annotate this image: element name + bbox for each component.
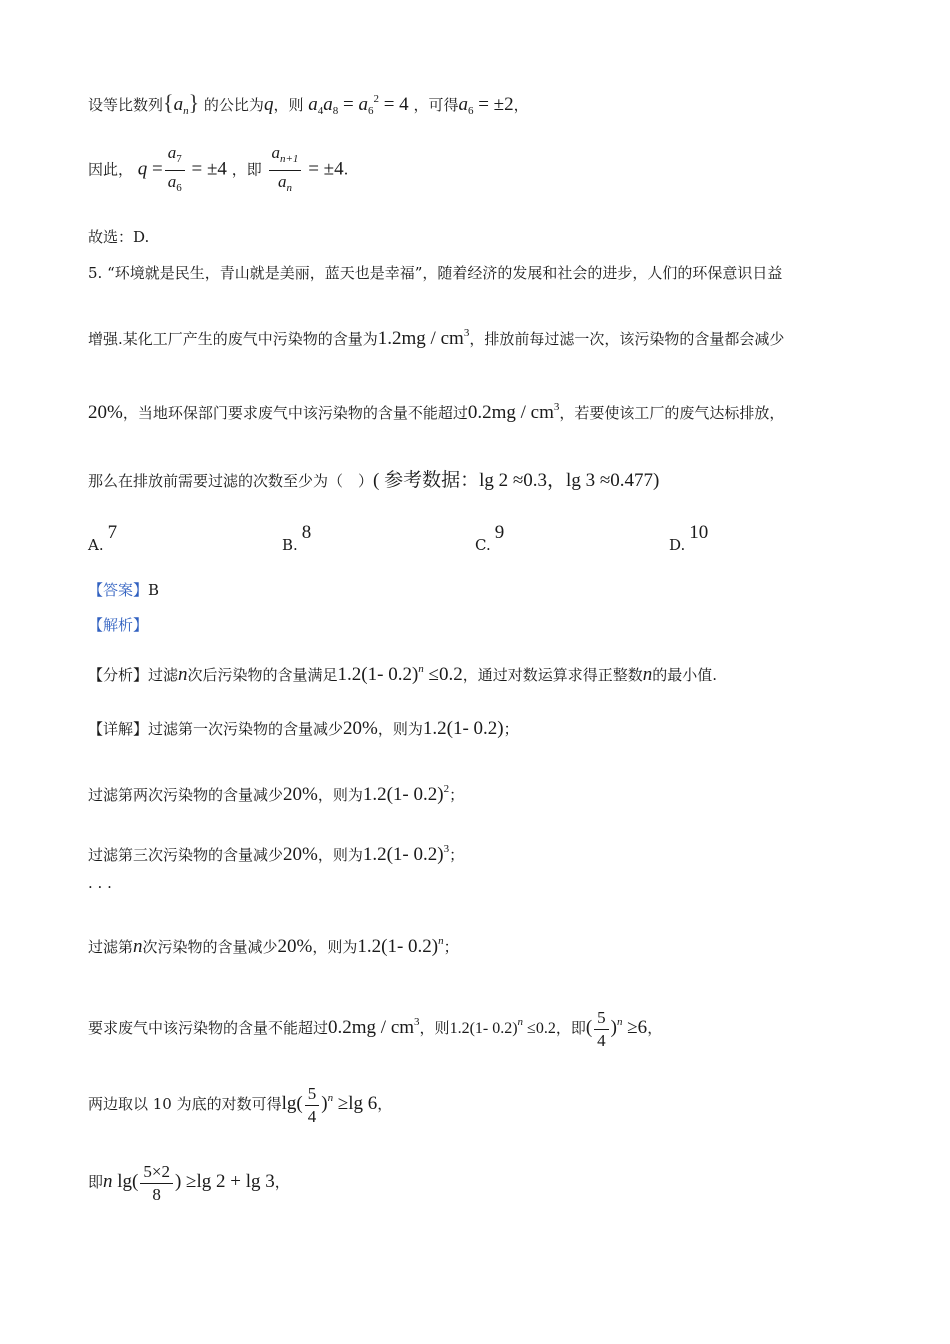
step-2-line: 过滤第两次污染物的含量减少20%，则为1.2(1- 0.2)$^2$； (88, 783, 465, 805)
fenxi-line: 【分析】过滤n次后污染物的含量满足1.2(1- 0.2)$^n$ ≤0.2，通过对数运算求得正整数n的最小值. (88, 663, 718, 685)
formula-a4a8: $a_4a_8 = a_6^2 = 4$ (308, 93, 409, 117)
question-5-line-2: 增强.某化工厂产生的废气中污染物的含量为$1.2mg / cm^3$，排放前每过滤一次，该污染物的含量都会减少 (88, 327, 785, 349)
option-a[interactable]: A.7 (88, 522, 118, 554)
line-geometric-sequence: 设等比数列$\{a_n\}$ 的公比为q，则 $a_4a_8 = a_6^2 = 4$ ，可得$a_6 = \pm 2$， (88, 90, 529, 117)
step-n-line: 过滤第n次污染物的含量减少20%，则为1.2(1- 0.2)$^n$； (88, 935, 459, 957)
set-brace-close: } (188, 90, 200, 115)
question-5-line-1: 5. “环境就是民生，青山就是美丽，蓝天也是幸福”，随着经济的发展和社会的进步，人们的环保意识日益 (88, 264, 783, 282)
line-ratio: 因此， q = $\frac{a_7}{a_6}$ = ±4 ，即 $\frac{a_{n+1}}{a_n}$ = ±4. (88, 142, 890, 199)
option-d[interactable]: D.10 (669, 522, 709, 554)
line-choice: 故选：D. (88, 228, 150, 246)
question-5-line-3: 20%，当地环保部门要求废气中该污染物的含量不能超过$0.2mg / cm^3$，若要使该工厂的废气达标排放， (88, 401, 785, 423)
option-c[interactable]: C.9 (475, 522, 505, 554)
set-brace-open: { (163, 90, 174, 115)
requirement-line: 要求废气中该污染物的含量不能超过$0.2mg / cm^3$，则1.2(1- 0.2)$^n$ ≤0.2，即( $\frac{5}{4}$ )$^n$ ≥6， (88, 1007, 663, 1050)
fraction-10-8: $\frac{5\times 2}{8}$ (140, 1161, 173, 1206)
fraction-5-4: $\frac{5}{4}$ (594, 1007, 609, 1052)
log-line: 两边取以 10 为底的对数可得lg( $\frac{5}{4}$ )$^n$ ≥lg 6， (88, 1083, 393, 1126)
formula-a6: $a_6 = \pm 2$ (458, 94, 514, 117)
fraction-an1-an: $\frac{a_{n+1}}{a_n}$ (269, 142, 302, 199)
analysis-heading: 【解析】 (88, 616, 149, 634)
step-3-line: 过滤第三次污染物的含量减少20%，则为1.2(1- 0.2)$^3$； (88, 843, 465, 865)
fraction-5-4-log: $\frac{5}{4}$ (305, 1083, 320, 1128)
formula-condition: 1.2(1- 0.2)$^n$ ≤0.2 (337, 663, 463, 685)
question-5-line-4: 那么在排放前需要过滤的次数至少为（ ）( 参考数据：lg 2 ≈0.3，lg 3 ≈0.477) (88, 470, 660, 491)
answer-line: 【答案】B (88, 581, 160, 599)
ellipsis-line: · · · (88, 878, 112, 896)
formula-q: q = (137, 158, 163, 180)
fraction-a7-a6: $\frac{a_7}{a_6}$ (165, 142, 185, 199)
xiangjie-line: 【详解】过滤第一次污染物的含量减少20%，则为1.2(1- 0.2)； (88, 718, 519, 739)
option-b[interactable]: B.8 (282, 522, 312, 554)
final-line: 即n lg( $\frac{5\times 2}{8}$ ) ≥lg 2 + lg 3， (88, 1161, 290, 1204)
